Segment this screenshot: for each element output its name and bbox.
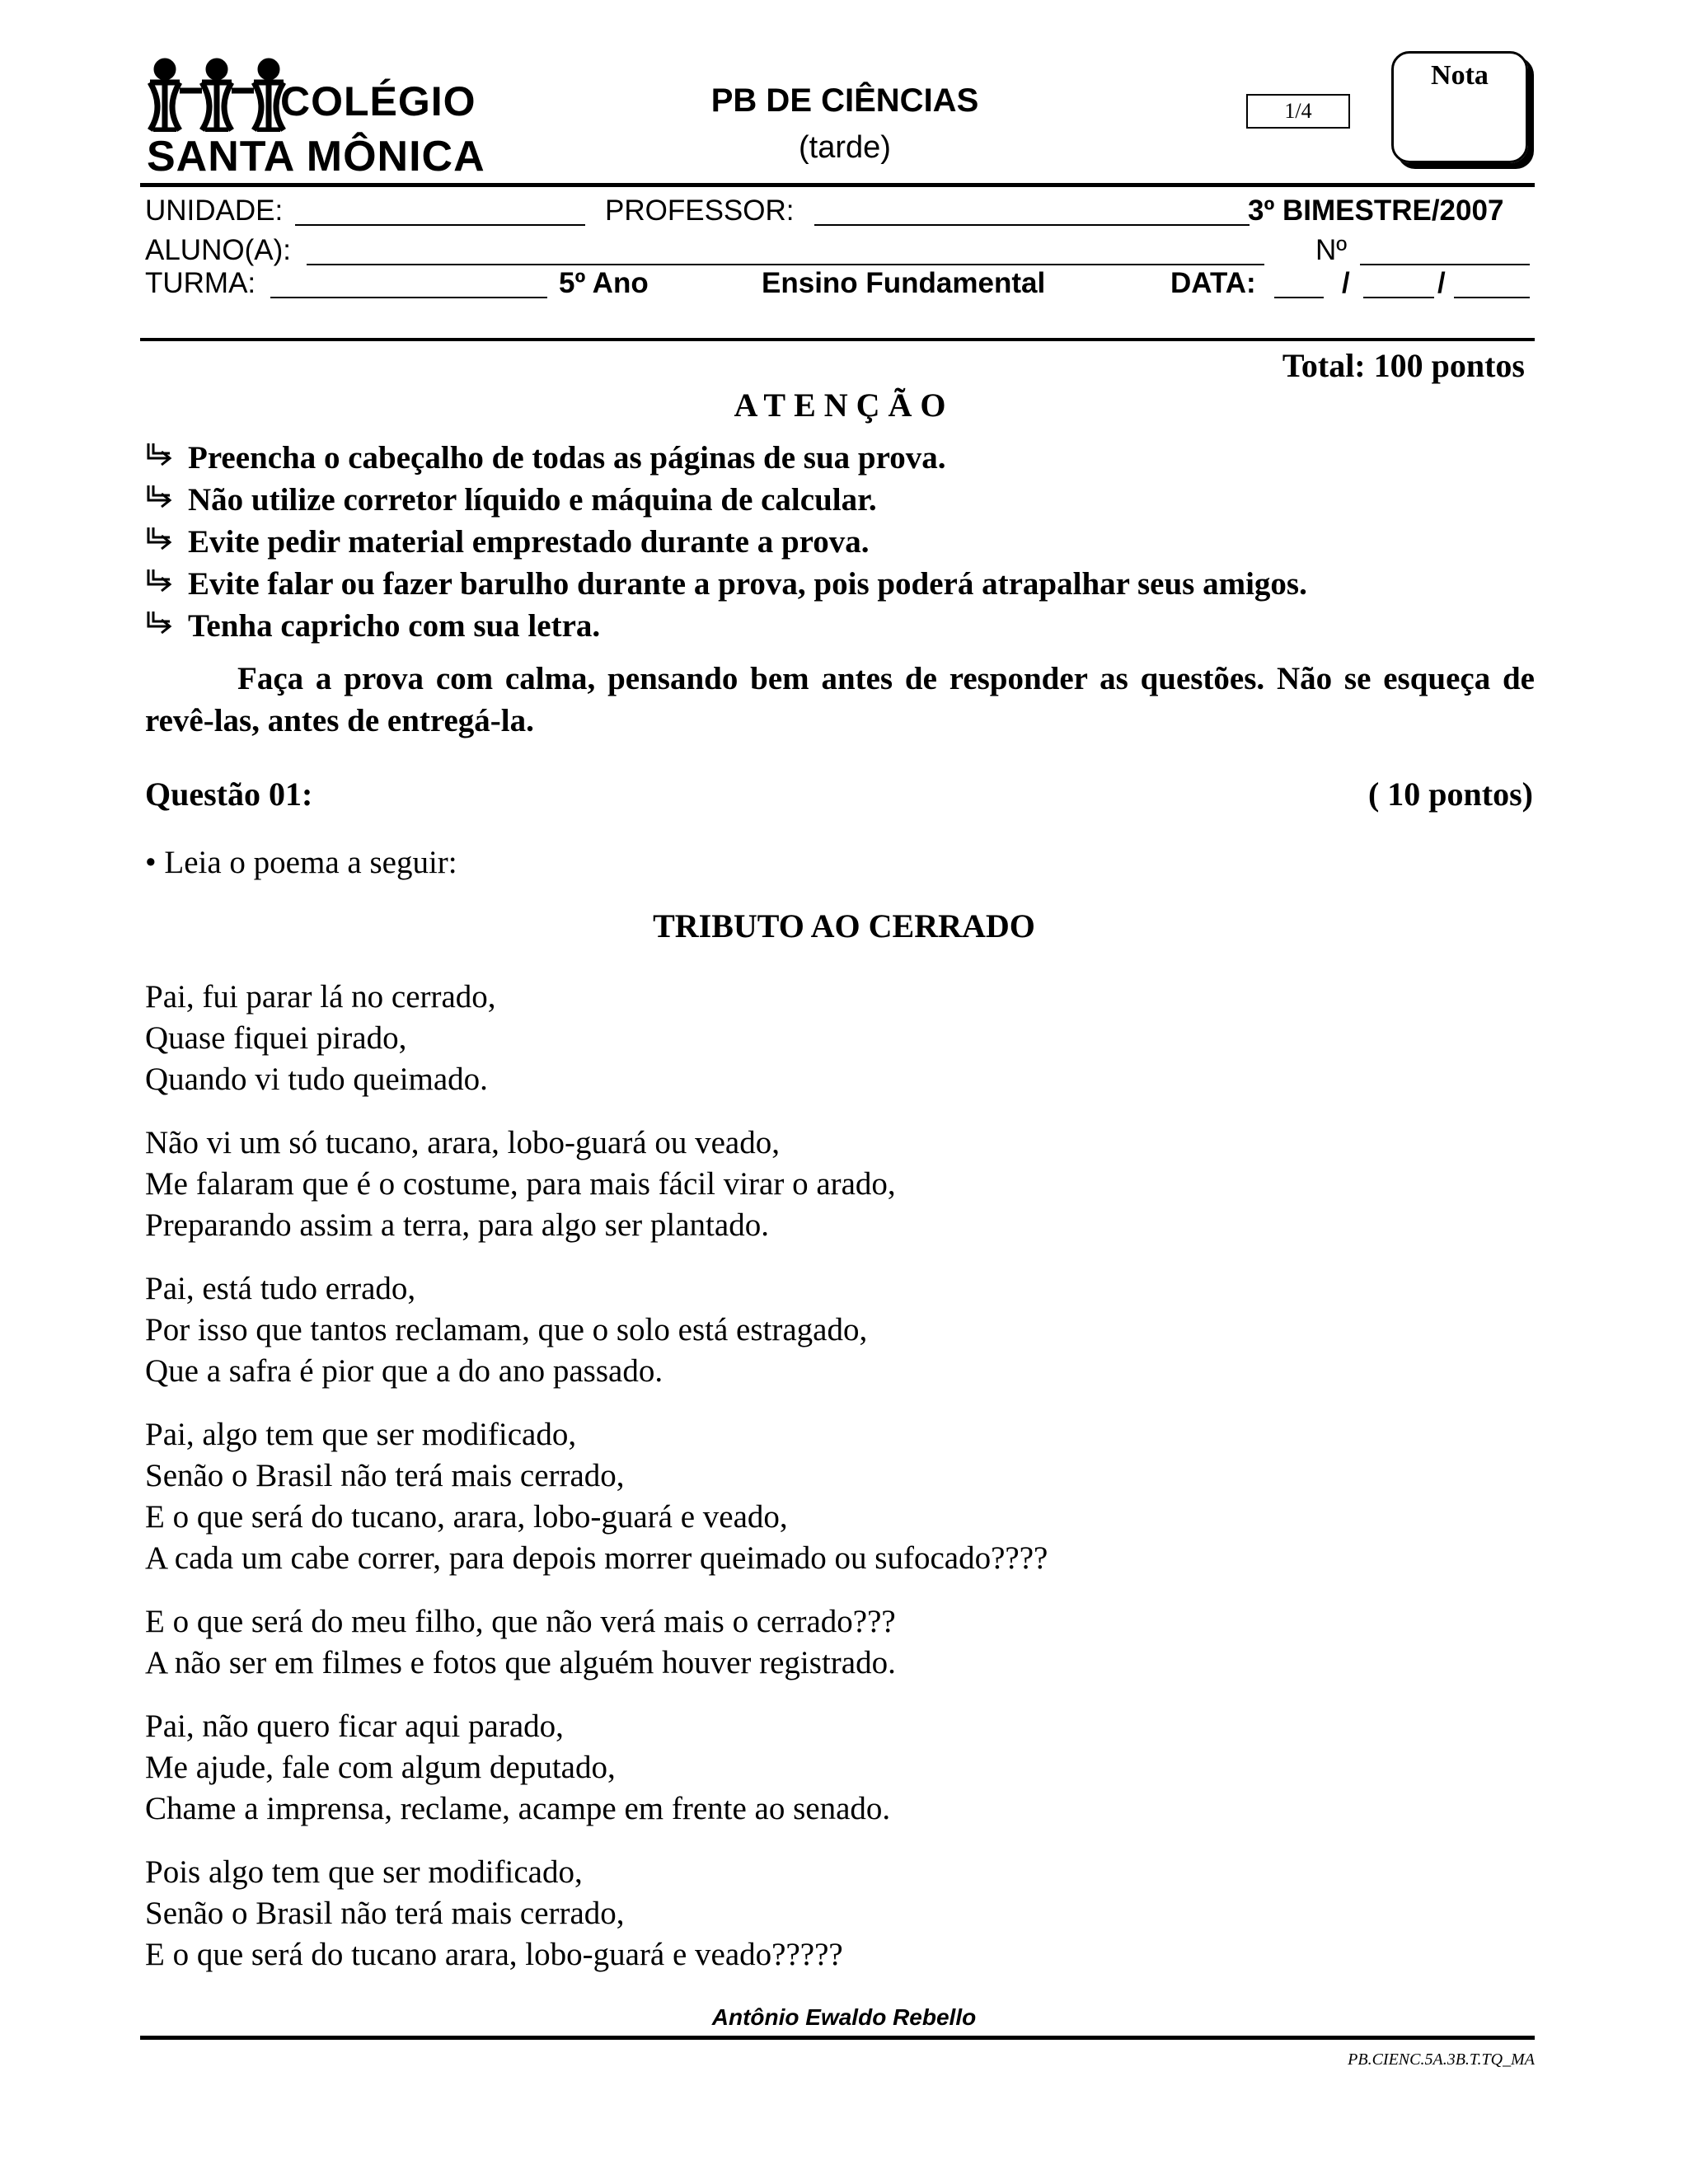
question-instruction-text: Leia o poema a seguir: bbox=[164, 845, 457, 880]
unidade-label: UNIDADE: bbox=[145, 194, 284, 227]
instruction-item bbox=[145, 479, 1546, 521]
numero-field[interactable] bbox=[1360, 264, 1530, 265]
poem-line: A cada um cabe correr, para depois morrer queimado ou sufocado???? bbox=[145, 1540, 1048, 1576]
header-divider bbox=[140, 183, 1535, 187]
unidade-field[interactable] bbox=[295, 224, 585, 226]
poem-line: Pai, está tudo errado, bbox=[145, 1271, 416, 1306]
ensino-label: Ensino Fundamental bbox=[762, 267, 1046, 299]
date-month-field[interactable] bbox=[1363, 297, 1434, 298]
question-points: ( 10 pontos) bbox=[1367, 776, 1533, 813]
poem-line: Por isso que tantos reclamam, que o solo está estragado, bbox=[145, 1312, 868, 1347]
poem-stanza bbox=[145, 977, 1546, 1100]
ano-label: 5º Ano bbox=[559, 267, 649, 299]
bimestre-label: 3º BIMESTRE/2007 bbox=[1248, 194, 1504, 227]
poem-line: Chame a imprensa, reclame, acampe em frente ao senado. bbox=[145, 1791, 891, 1826]
poem-line: Pai, fui parar lá no cerrado, bbox=[145, 979, 496, 1015]
attention-heading: ATENÇÃO bbox=[734, 387, 954, 424]
grade-label: Nota bbox=[1431, 60, 1489, 91]
numero-label: Nº bbox=[1315, 234, 1348, 266]
poem-body bbox=[145, 977, 1546, 1998]
arrow-bullet-icon bbox=[145, 607, 188, 644]
intro-paragraph: Faça a prova com calma, pensando bem antes de responder as questões. Não se esqueça de revê-las, antes de entregá-la. bbox=[145, 661, 1535, 738]
poem-line: E o que será do meu filho, que não verá mais o cerrado??? bbox=[145, 1604, 896, 1639]
instructions-list bbox=[145, 437, 1546, 647]
poem-stanza bbox=[145, 1414, 1546, 1579]
exam-subtitle: (tarde) bbox=[799, 130, 891, 165]
poem-stanza bbox=[145, 1122, 1546, 1246]
form-divider bbox=[140, 338, 1535, 341]
arrow-bullet-icon bbox=[145, 565, 188, 602]
exam-title: PB DE CIÊNCIAS bbox=[710, 82, 979, 119]
poem-line: E o que será do tucano arara, lobo-guará e veado????? bbox=[145, 1937, 843, 1972]
instruction-text: Evite falar ou fazer barulho durante a prova, pois poderá atrapalhar seus amigos. bbox=[188, 566, 1307, 602]
poem-line: Quase fiquei pirado, bbox=[145, 1020, 407, 1056]
poem-line: Me ajude, fale com algum deputado, bbox=[145, 1750, 616, 1785]
date-separator-2: / bbox=[1437, 267, 1446, 299]
data-label: DATA: bbox=[1170, 267, 1256, 299]
question-instruction bbox=[145, 844, 457, 881]
instruction-item bbox=[145, 521, 1546, 563]
turma-label: TURMA: bbox=[145, 267, 256, 299]
professor-label: PROFESSOR: bbox=[605, 194, 795, 227]
arrow-bullet-icon bbox=[145, 439, 188, 476]
instruction-item bbox=[145, 437, 1546, 479]
arrow-bullet-icon bbox=[145, 481, 188, 518]
school-name-line2: SANTA MÔNICA bbox=[147, 133, 485, 180]
grade-box[interactable] bbox=[1391, 51, 1528, 163]
document-code: PB.CIENC.5A.3B.T.TQ_MA bbox=[1348, 2050, 1535, 2069]
poem-line: Pois algo tem que ser modificado, bbox=[145, 1854, 583, 1890]
instruction-text: Evite pedir material emprestado durante a prova. bbox=[188, 524, 870, 560]
poem-line: Pai, não quero ficar aqui parado, bbox=[145, 1708, 564, 1744]
aluno-label: ALUNO(A): bbox=[145, 234, 291, 266]
poem-stanza bbox=[145, 1706, 1546, 1830]
poem-line: A não ser em filmes e fotos que alguém houver registrado. bbox=[145, 1645, 896, 1680]
school-emblem-icon bbox=[147, 58, 287, 132]
school-name-line1: COLÉGIO bbox=[280, 78, 476, 124]
page-number: 1/4 bbox=[1246, 94, 1350, 129]
school-logo bbox=[147, 58, 493, 181]
instruction-text: Não utilize corretor líquido e máquina de calcular. bbox=[188, 482, 877, 518]
poem-line: Preparando assim a terra, para algo ser plantado. bbox=[145, 1207, 769, 1243]
poem-line: Não vi um só tucano, arara, lobo-guará ou veado, bbox=[145, 1125, 780, 1160]
poem-line: E o que será do tucano, arara, lobo-guará e veado, bbox=[145, 1499, 788, 1535]
date-separator-1: / bbox=[1342, 267, 1350, 299]
poem-line: Quando vi tudo queimado. bbox=[145, 1062, 488, 1097]
poem-title: TRIBUTO AO CERRADO bbox=[653, 907, 1035, 944]
instruction-item bbox=[145, 605, 1546, 647]
instruction-text: Tenha capricho com sua letra. bbox=[188, 608, 601, 644]
total-points: Total: 100 pontos bbox=[1282, 347, 1525, 384]
turma-field[interactable] bbox=[270, 297, 547, 298]
poem-line: Senão o Brasil não terá mais cerrado, bbox=[145, 1458, 625, 1493]
date-day-field[interactable] bbox=[1274, 297, 1324, 298]
instruction-item bbox=[145, 563, 1546, 605]
question-title: Questão 01: bbox=[145, 776, 313, 813]
aluno-field[interactable] bbox=[307, 264, 1264, 265]
instruction-text: Preencha o cabeçalho de todas as páginas de sua prova. bbox=[188, 440, 946, 476]
poem-line: Me falaram que é o costume, para mais fácil virar o arado, bbox=[145, 1166, 896, 1202]
arrow-bullet-icon bbox=[145, 523, 188, 560]
poem-line: Senão o Brasil não terá mais cerrado, bbox=[145, 1896, 625, 1931]
footer-divider bbox=[140, 2036, 1535, 2040]
poem-line: Que a safra é pior que a do ano passado. bbox=[145, 1353, 663, 1389]
poem-author: Antônio Ewaldo Rebello bbox=[711, 2004, 977, 2030]
poem-stanza bbox=[145, 1268, 1546, 1392]
bullet-dot-icon: • bbox=[145, 845, 165, 880]
date-year-field[interactable] bbox=[1454, 297, 1530, 298]
professor-field[interactable] bbox=[814, 224, 1250, 226]
poem-stanza bbox=[145, 1601, 1546, 1684]
poem-line: Pai, algo tem que ser modificado, bbox=[145, 1417, 577, 1452]
poem-stanza bbox=[145, 1852, 1546, 1975]
